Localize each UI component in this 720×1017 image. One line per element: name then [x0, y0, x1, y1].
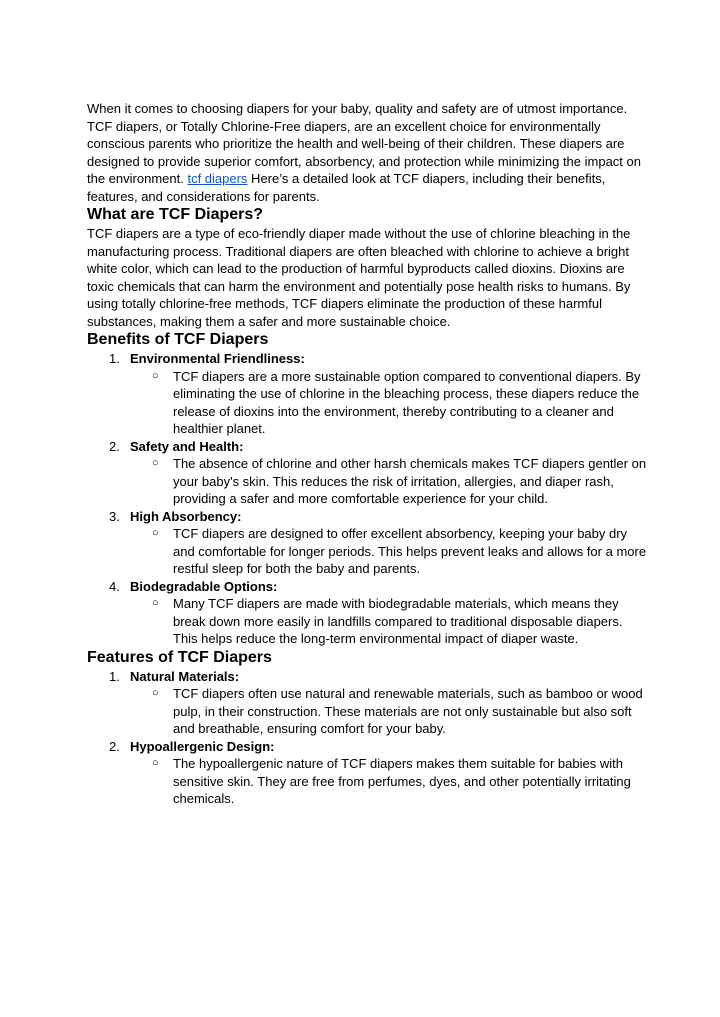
benefit-detail-item — [130, 525, 647, 578]
tcf-diapers-link[interactable]: tcf diapers — [187, 171, 248, 186]
list-number: 4. — [109, 578, 120, 594]
feature-title: Natural Materials: — [130, 668, 240, 684]
benefit-detail: The absence of chlorine and other harsh chemicals makes TCF diapers gentler on your baby's skin. This reduces the risk of irritation, allergies, and diaper rash, providing a safer and more comfortable experience for your child. — [173, 456, 647, 506]
hollow-circle-bullet-icon: ○ — [152, 757, 159, 769]
benefits-heading: Benefits of TCF Diapers — [87, 331, 269, 348]
list-number: 2. — [109, 738, 120, 754]
features-heading: Features of TCF Diapers — [87, 648, 272, 666]
benefit-title: Biodegradable Options: — [130, 578, 278, 594]
feature-item — [87, 668, 647, 738]
benefit-item — [87, 350, 647, 438]
benefit-item — [87, 508, 647, 578]
what-are-paragraph: TCF diapers are a type of eco-friendly diaper made without the use of chlorine bleaching in the manufacturing process. Traditional diapers are often bleached with chlorine to achieve a bright white color, which can lead to the production of harmful byproducts called dioxins. Dioxins are toxic chemicals that can harm the environment and potentially pose health risks to humans. By using totally chlorine-free methods, TCF diapers eliminate the production of these harmful substances, making them a safer and more sustainable choice. — [87, 226, 631, 329]
benefit-detail-item — [130, 595, 647, 648]
benefit-detail-item — [130, 455, 647, 508]
list-number: 2. — [109, 438, 120, 454]
hollow-circle-bullet-icon: ○ — [152, 687, 159, 699]
benefit-detail-item — [130, 368, 647, 438]
features-list — [87, 668, 647, 808]
benefit-detail: Many TCF diapers are made with biodegradable materials, which means they break down more easily in landfills compared to traditional disposable diapers. This helps reduce the long-term environmental impact of diaper waste. — [173, 596, 623, 646]
intro-paragraph — [87, 100, 647, 205]
intro-text-after-link: Here’s a detailed look at TCF diapers, including their benefits, features, and considerations for parents. — [87, 171, 606, 204]
what-are-heading: What are TCF Diapers? — [87, 206, 264, 223]
document-body — [87, 100, 647, 808]
benefit-title: High Absorbency: — [130, 508, 242, 524]
benefit-title: Environmental Friendliness: — [130, 351, 305, 366]
benefit-item — [87, 578, 647, 648]
feature-sublist — [130, 685, 647, 738]
list-number: 3. — [109, 508, 120, 524]
feature-detail: TCF diapers often use natural and renewable materials, such as bamboo or wood pulp, in their construction. These materials are not only sustainable but also soft and breathable, ensuring comfort for your baby. — [173, 686, 643, 736]
list-number: 1. — [109, 668, 120, 684]
list-number: 1. — [109, 351, 120, 366]
benefit-detail: TCF diapers are a more sustainable option compared to conventional diapers. By eliminating the use of chlorine in the bleaching process, these diapers reduce the release of dioxins into the environment, thereby contributing to a cleaner and healthier planet. — [173, 368, 641, 436]
benefit-sublist — [130, 368, 647, 438]
feature-detail-item — [130, 685, 647, 738]
benefit-sublist — [130, 455, 647, 508]
feature-item — [87, 738, 647, 808]
feature-title: Hypoallergenic Design: — [130, 738, 275, 754]
hollow-circle-bullet-icon: ○ — [152, 597, 159, 609]
feature-detail: The hypoallergenic nature of TCF diapers makes them suitable for babies with sensitive skin. They are free from perfumes, dyes, and other potentially irritating chemicals. — [173, 756, 631, 806]
benefit-sublist — [130, 595, 647, 648]
feature-sublist — [130, 755, 647, 808]
benefit-sublist — [130, 525, 647, 578]
benefit-detail: TCF diapers are designed to offer excellent absorbency, keeping your baby dry and comfortable for longer periods. This helps prevent leaks and allows for a more restful sleep for both the baby and parents. — [173, 526, 647, 576]
hollow-circle-bullet-icon: ○ — [152, 527, 159, 539]
benefits-list — [87, 350, 647, 648]
hollow-circle-bullet-icon: ○ — [152, 369, 159, 382]
feature-detail-item — [130, 755, 647, 808]
benefit-item — [87, 438, 647, 508]
benefit-title: Safety and Health: — [130, 438, 244, 454]
intro-text-before-link: When it comes to choosing diapers for your baby, quality and safety are of utmost importance. TCF diapers, or Totally Chlorine-Free diapers, are an excellent choice for environmentally conscious parents who prioritize the health and well-being of their children. These diapers are designed to provide superior comfort, absorbency, and protection while minimizing the impact on the environment. — [87, 101, 641, 186]
hollow-circle-bullet-icon: ○ — [152, 457, 159, 469]
